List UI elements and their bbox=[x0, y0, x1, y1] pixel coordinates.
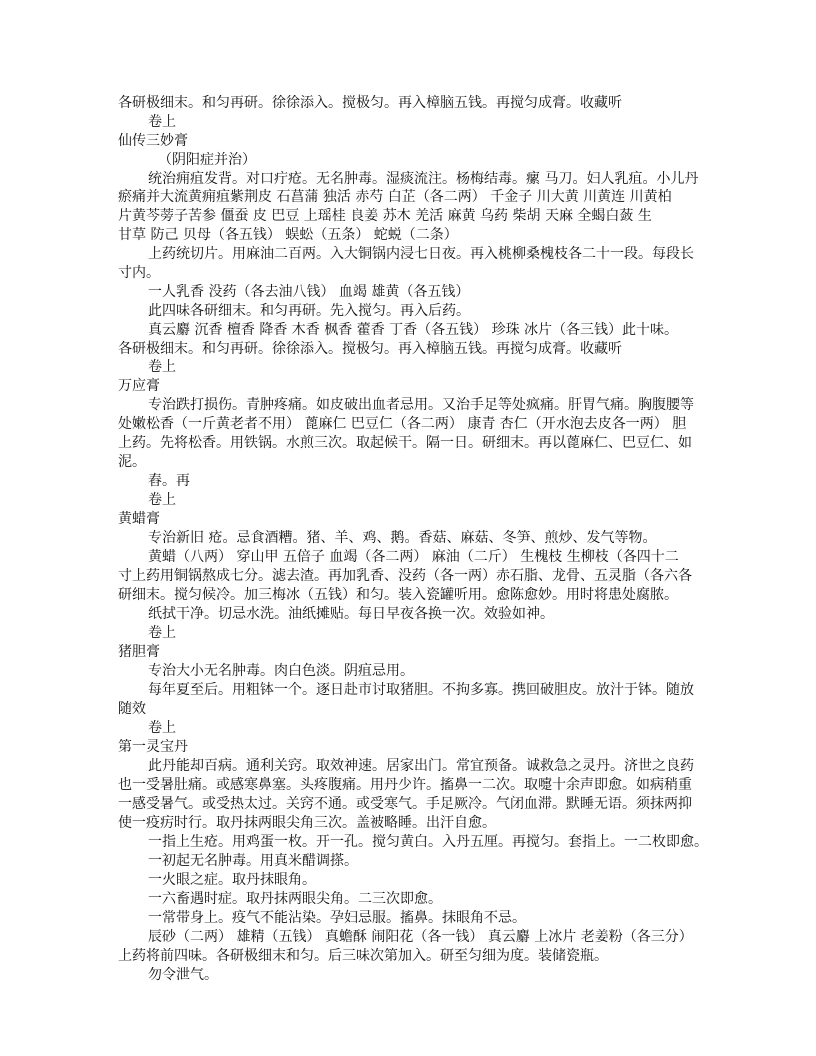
text-line: 辰砂（二两） 雄精（五钱） 真蟾酥 闹阳花（各一钱） 真云麝 上冰片 老姜粉（各三分） bbox=[148, 929, 693, 945]
text-line: 上药统切片。用麻油二百两。入大铜锅内浸七日夜。再入桃柳桑槐枝各二十一段。每段长 bbox=[148, 246, 694, 262]
section-heading: 黄蜡膏 bbox=[118, 511, 160, 527]
text-line: 泥。 bbox=[118, 454, 146, 470]
section-tag: 卷上 bbox=[148, 625, 176, 641]
text-line: 舂。再 bbox=[148, 473, 190, 489]
text-line: 处嫩松香（一斤黄老者不用） 蓖麻仁 巴豆仁（各二两） 康青 杏仁（开水泡去皮各一两） 胆 bbox=[118, 416, 687, 432]
text-line: 专治大小无名肿毒。肉白色淡。阴疽忌用。 bbox=[148, 663, 414, 679]
text-line: 各研极细末。和匀再研。徐徐添入。搅极匀。再入樟脑五钱。再搅匀成膏。收藏听 bbox=[118, 341, 622, 357]
text-line: 一感受暑气。或受热太过。关窍不通。或受寒气。手足厥冷。气闭血滞。默睡无语。须抹两抑 bbox=[118, 796, 692, 812]
text-line: 甘草 防己 贝母（各五钱） 蜈蚣（五条） 蛇蜕（二条） bbox=[118, 227, 458, 243]
text-line: 寸内。 bbox=[118, 265, 160, 281]
text-line: 纸拭干净。切忌水洗。油纸摊贴。每日早夜各换一次。效验如神。 bbox=[148, 606, 554, 622]
subtitle-note: （阴阳症并治） bbox=[158, 152, 256, 168]
text-line: 统治痈疽发背。对口疔疮。无名肿毒。湿痰流注。杨梅结毒。瘰 马刀。妇人乳疽。小儿丹 bbox=[148, 171, 699, 187]
text-line: 此丹能却百病。通利关窍。取效神速。居家出门。常宜预备。诚救急之灵丹。济世之良药 bbox=[148, 758, 694, 774]
text-line: 专治跌打损伤。青肿疼痛。如皮破出血者忌用。又治手足等处疯痛。肝胃气痛。胸腹腰等 bbox=[148, 397, 694, 413]
text-line: 也一受暑肚痛。或感寒鼻塞。头疼腹痛。用丹少许。搐鼻一二次。取嚏十余声即愈。如病稍重 bbox=[118, 777, 692, 793]
text-line: 上药将前四味。各研极细末和匀。后三味次第加入。研至匀细为度。装储瓷瓶。 bbox=[118, 948, 608, 964]
text-line: 各研极细末。和匀再研。徐徐添入。搅极匀。再入樟脑五钱。再搅匀成膏。收藏听 bbox=[118, 95, 622, 111]
section-heading: 万应膏 bbox=[118, 378, 160, 394]
list-item: 一常带身上。疫气不能沾染。孕妇忌服。搐鼻。抹眼角不忌。 bbox=[148, 910, 526, 926]
section-tag: 卷上 bbox=[148, 359, 176, 375]
text-line: 随效 bbox=[118, 701, 146, 717]
section-tag: 卷上 bbox=[148, 114, 176, 130]
text-line: 勿令泄气。 bbox=[148, 967, 218, 983]
section-heading: 仙传三妙膏 bbox=[118, 133, 188, 149]
text-line: 片黄芩蒡子苦参 僵蚕 皮 巴豆 上瑶桂 良姜 苏木 羌活 麻黄 乌药 柴胡 天麻 全蝎白蔹 生 bbox=[118, 208, 652, 224]
text-line: 一人乳香 没药（各去油八钱） 血竭 雄黄（各五钱） bbox=[148, 284, 470, 300]
text-line: 每年夏至后。用粗钵一个。逐日赴市讨取猪胆。不拘多寡。携回破胆皮。放汁于钵。随放 bbox=[148, 682, 694, 698]
section-tag: 卷上 bbox=[148, 492, 176, 508]
text-line: 专治新旧 疮。忌食酒糟。猪、羊、鸡、鹅。香菇、麻菇、冬笋、煎炒、发气等物。 bbox=[148, 530, 657, 546]
text-line: 真云麝 沉香 檀香 降香 木香 枫香 藿香 丁香（各五钱） 珍珠 冰片（各三钱）此十味。 bbox=[148, 322, 679, 338]
section-tag: 卷上 bbox=[148, 720, 176, 736]
text-line: 上药。先将松香。用铁锅。水煎三次。取起候干。隔一日。研细末。再以蓖麻仁、巴豆仁、如 bbox=[118, 435, 692, 451]
list-item: 一火眼之症。取丹抹眼角。 bbox=[148, 872, 316, 888]
list-item: 一初起无名肿毒。用真米醋调搽。 bbox=[148, 853, 358, 869]
text-line: 此四味各研细末。和匀再研。先入搅匀。再入后药。 bbox=[148, 303, 470, 319]
text-line: 寸上药用铜锅熬成七分。滤去渣。再加乳香、没药（各一两）赤石脂、龙骨、五灵脂（各六各 bbox=[118, 568, 692, 584]
list-item: 一指上生疮。用鸡蛋一枚。开一孔。搅匀黄白。入丹五厘。再搅匀。套指上。一二枚即愈。 bbox=[148, 834, 708, 850]
text-line: 使一疫疠时行。取丹抹两眼尖角三次。盖被略睡。出汗自愈。 bbox=[118, 815, 496, 831]
text-line: 研细末。搅匀候冷。加三梅冰（五钱）和匀。装入瓷罐听用。愈陈愈妙。用时将患处腐脓。 bbox=[118, 587, 678, 603]
text-line: 黄蜡（八两） 穿山甲 五倍子 血竭（各二两） 麻油（二斤） 生槐枝 生柳枝（各四十二 bbox=[148, 549, 679, 565]
section-heading: 第一灵宝丹 bbox=[118, 739, 188, 755]
text-line: 瘀痛并大流黄痈疽紫荆皮 石菖蒲 独活 赤芍 白芷（各二两） 千金子 川大黄 川黄连 川黄柏 bbox=[118, 189, 672, 205]
section-heading: 猪胆膏 bbox=[118, 644, 160, 660]
list-item: 一六畜遇时症。取丹抹两眼尖角。二三次即愈。 bbox=[148, 891, 442, 907]
